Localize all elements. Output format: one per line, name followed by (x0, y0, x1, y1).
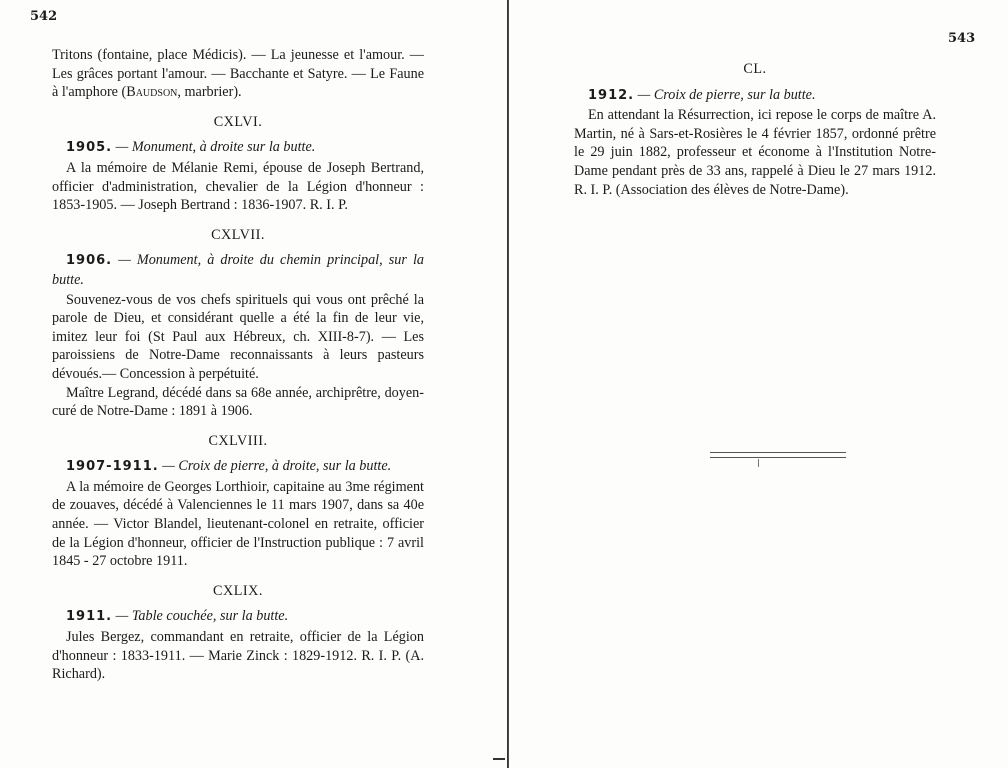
intro-paragraph: Tritons (fontaine, place Médicis). — La jeunesse et l'amour. — Les grâces portant l'amour. — Bacchante et Satyre. — Le Faune à l'amphore (Baudson, marbrier). (52, 47, 424, 101)
section-heading-cxlvi: CXLVI. (213, 113, 263, 130)
section-heading-cxlvii: CXLVII. (211, 226, 265, 243)
section-heading-cxlix: CXLIX. (213, 582, 263, 599)
spine-mark (493, 758, 505, 760)
entry-body-1906-legrand: Maître Legrand, décédé dans sa 68e année, archiprêtre, doyen-curé de Notre-Dame : 1891 à 1906. (52, 384, 424, 420)
page-number-right: 543 (948, 31, 976, 46)
entry-body-1907-1911: A la mémoire de Georges Lorthioir, capitaine au 3me régiment de zouaves, décédé à Valenciennes le 11 mars 1907, dans sa 40e année. — Victor Blandel, lieutenant-colonel en retraite, officier de la Légion d'honneur, officier de l'Instruction publique : 7 avril 1845 - 27 octobre 1911. (52, 478, 424, 570)
right-page (510, 0, 1008, 768)
entry-heading-1906: 1906. — Monument, à droite du chemin principal, sur la butte. (52, 252, 424, 288)
page-number-left: 542 (30, 9, 58, 24)
end-rule-bottom (710, 457, 846, 458)
entry-heading-1907-1911: 1907-1911. — Croix de pierre, à droite, sur la butte. (66, 458, 392, 475)
entry-body-1905: A la mémoire de Mélanie Remi, épouse de Joseph Bertrand, officier d'administration, chevalier de la Légion d'honneur : 1853-1905. — Joseph Bertrand : 1836-1907. R. I. P. (52, 159, 424, 214)
book-spine (507, 0, 509, 768)
entry-body-1911: Jules Bergez, commandant en retraite, officier de la Légion d'honneur : 1833-1911. — Marie Zinck : 1829-1912. R. I. P. (A. Richard). (52, 629, 424, 683)
entry-heading-1905: 1905. — Monument, à droite sur la butte. (66, 139, 316, 156)
entry-heading-1911: 1911. — Table couchée, sur la butte. (66, 608, 289, 625)
section-heading-cxlviii: CXLVIII. (208, 432, 268, 449)
entry-heading-1912: 1912. — Croix de pierre, sur la butte. (588, 86, 816, 103)
section-heading-cl: CL. (743, 61, 767, 77)
left-page-text (52, 46, 424, 684)
right-page-text (574, 60, 936, 199)
end-rule-tick (758, 459, 759, 467)
end-rule-top (710, 452, 846, 453)
entry-body-1912: En attendant la Résurrection, ici repose le corps de maître A. Martin, né à Sars-et-Rosières le 4 février 1857, ordonné prêtre le 29 juin 1882, professeur et économe à l'Institution Notre-Dame pendant près de 33 ans, rappelé à Dieu le 27 mars 1912. R. I. P. (Association des élèves de Notre-Dame). (574, 107, 936, 198)
entry-body-1906: Souvenez-vous de vos chefs spirituels qui vous ont prêché la parole de Dieu, et considérant quelle a été la fin de leur vie, imitez leur foi (St Paul aux Hébreux, ch. XIII-8-7). — Les paroissiens de Notre-Dame reconnaissants à leurs pasteurs dévoués.— Concession à perpétuité. (52, 291, 424, 382)
